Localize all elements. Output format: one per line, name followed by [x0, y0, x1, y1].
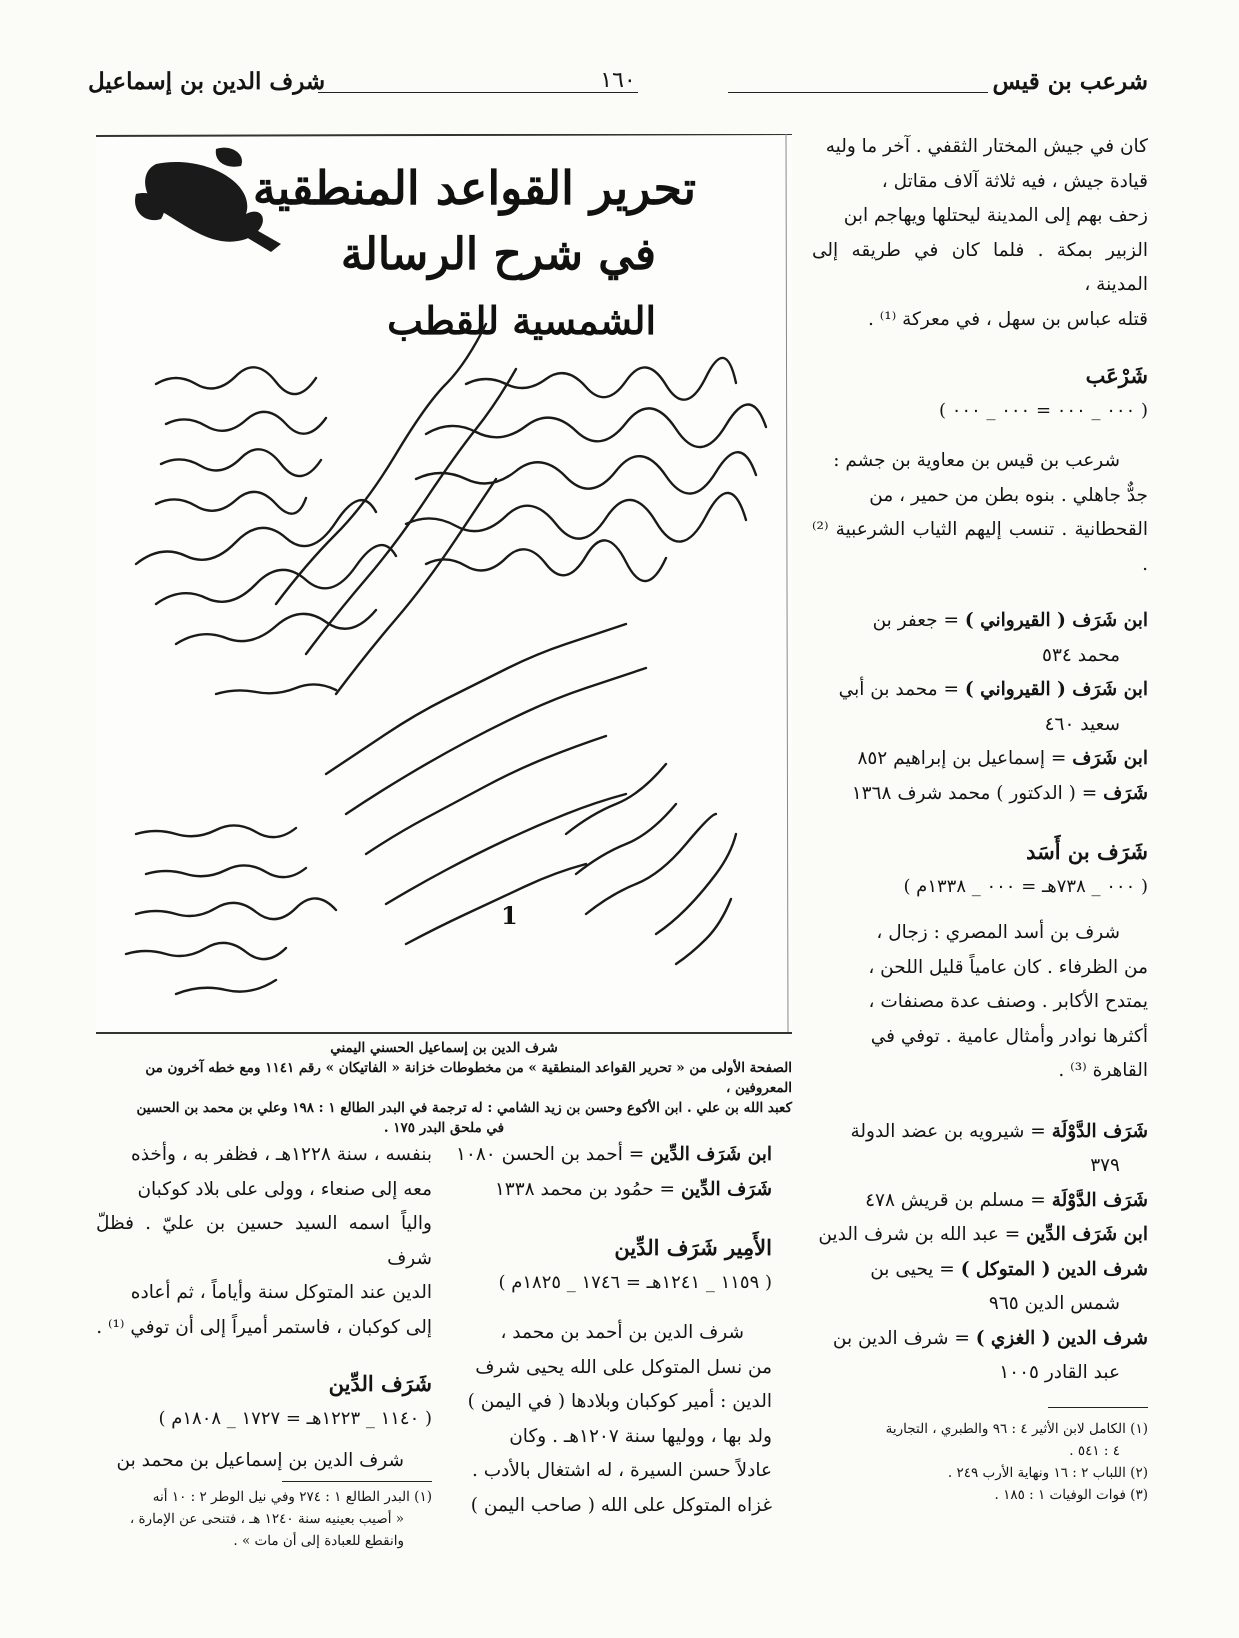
header-last-entry-title: شرف الدين بن إسماعيل [88, 68, 326, 95]
entry-dates: ( ١١٥٩ _ ١٢٤١هـ = ١٧٤٦ _ ١٨٢٥م ) [498, 1271, 772, 1293]
cross-ref [812, 604, 1148, 639]
body-line: عادلاً حسن السيرة ، له اشتغال بالأدب . [471, 1460, 772, 1481]
manuscript-page-marker: 1 [501, 901, 518, 930]
cross-ref-name: شَرَف [1103, 782, 1148, 804]
footnotes [812, 1418, 1148, 1506]
body-line: الدين : أمير كوكبان وبلادها ( في اليمن ) [467, 1391, 772, 1412]
cross-ref [812, 1218, 1148, 1253]
body-line: القحطانية . تنسب إليهم الثياب الشرعبية ⁽²⁾ . [812, 519, 1148, 575]
footnotes [96, 1486, 432, 1552]
cross-ref-target: = إسماعيل بن إبراهيم ٨٥٢ [857, 748, 1067, 769]
cross-ref [812, 1322, 1148, 1357]
cross-ref-name: ابن شَرَف الدِّين [650, 1144, 772, 1165]
manuscript-title-line2: في شرح الرسالة [340, 229, 656, 280]
entry-headword: شَرَف بن أَسَد [1026, 839, 1148, 864]
body-line: قتله عباس بن سهل ، في معركة ⁽¹⁾ . [867, 308, 1148, 330]
caption-line: كعبد الله بن علي . ابن الأكوع وحسن بن زيد الشامي : له ترجمة في البدر الطالع ١ : ١٩٨ وعلي بن محمد بن الحسين [136, 1100, 792, 1116]
body-line: أكثرها نوادر وأمثال عامية . توفي في [870, 1025, 1148, 1047]
cross-ref-cont: محمد ٥٣٤ [1042, 644, 1120, 666]
footnote: « أصيب بعينيه سنة ١٢٤٠ هـ ، فتنحى عن الإمارة ، [129, 1510, 404, 1527]
manuscript-title-line1: تحرير القواعد المنطقية [252, 161, 696, 215]
cross-ref-name: ابن شَرَف الدِّين [1026, 1224, 1148, 1245]
caption-line: في ملحق البدر ١٧٥ . [383, 1120, 505, 1136]
cross-ref-name: شرف الدين ( الغزي ) [975, 1327, 1148, 1349]
body-line: من نسل المتوكل على الله يحيى شرف [475, 1356, 772, 1378]
cross-ref-target: = ( الدكتور ) محمد شرف ١٣٦٨ [851, 782, 1098, 804]
body-line: معه إلى صنعاء ، وولى على بلاد كوكبان [137, 1178, 432, 1200]
body-line: من الظرفاء . كان عامياً قليل اللحن ، [868, 956, 1148, 978]
body-line: جدٌّ جاهلي . بنوه بطن من حمير ، من [869, 484, 1148, 506]
cross-ref-cont: شمس الدين ٩٦٥ [988, 1293, 1120, 1314]
manuscript-title-line3: الشمسية للقطب [387, 298, 656, 343]
entry-headword: شَرْعَب [1085, 363, 1148, 388]
body-line: كان في جيش المختار الثقفي . آخر ما وليه [825, 136, 1148, 157]
middle-column [452, 1138, 772, 1523]
footnote: ٤ : ٥٤١ . [1069, 1442, 1120, 1459]
page-number: ١٦٠ [600, 68, 636, 93]
cross-ref-target: = حمُود بن محمد ١٣٣٨ [494, 1178, 676, 1200]
cross-ref-target: = يحيى بن [870, 1258, 955, 1280]
cross-ref-target: = جعفر بن [872, 610, 959, 631]
cross-ref-target: = أحمد بن الحسن ١٠٨٠ [455, 1144, 645, 1165]
right-column [812, 130, 1148, 1506]
manuscript-image [96, 134, 792, 1034]
cross-ref [812, 1184, 1148, 1219]
body-line: إلى كوكبان ، فاستمر أميراً إلى أن توفي ⁽¹⁾ . [96, 1316, 432, 1338]
cross-ref-target: = عبد الله بن شرف الدين [818, 1224, 1021, 1245]
body-line: والياً اسمه السيد حسين بن عليّ . فظلّ شرف [96, 1213, 432, 1269]
cross-ref-target: = مسلم بن قريش ٤٧٨ [865, 1189, 1046, 1211]
body-line: بنفسه ، سنة ١٢٢٨هـ ، فظفر به ، وأخذه [131, 1144, 432, 1165]
body-line: الدين عند المتوكل سنة وأياماً ، ثم أعاده [130, 1282, 432, 1303]
cross-ref [452, 1173, 772, 1208]
footnote-rule [282, 1481, 432, 1482]
body-line: القاهرة ⁽³⁾ . [1058, 1060, 1148, 1081]
footnote: (١) الكامل لابن الأثير ٤ : ٩٦ والطبري ، التجارية [885, 1420, 1148, 1437]
entry-dates: ( ٠٠٠ _ ٧٣٨هـ = ٠٠٠ _ ١٣٣٨م ) [903, 875, 1148, 897]
cross-ref-name: ابن شَرَف ( القيرواني ) [964, 679, 1148, 700]
body-line: شرف بن أسد المصري : زجال ، [876, 922, 1120, 943]
body-line: غزاه المتوكل على الله ( صاحب اليمن ) [470, 1494, 772, 1516]
body-line: زحف بهم إلى المدينة ليحتلها ويهاجم ابن [843, 205, 1148, 226]
cross-ref [812, 673, 1148, 708]
body-line: قيادة جيش ، فيه ثلاثة آلاف مقاتل ، [881, 170, 1148, 192]
cross-ref-name: شَرَف الدَّوْلَة [1051, 1120, 1148, 1142]
body-line: ولد بها ، ووليها سنة ١٢٠٧هـ . وكان [509, 1425, 772, 1447]
running-header [88, 68, 1148, 108]
cross-ref-target: = شرف الدين بن [832, 1327, 970, 1349]
manuscript-drawing [96, 134, 792, 1032]
cross-ref-target: = محمد بن أبي [838, 679, 959, 700]
entry-dates: ( ٠٠٠ _ ٠٠٠ = ٠٠٠ _ ٠٠٠ ) [939, 399, 1148, 421]
footnote: (١) البدر الطالع ١ : ٢٧٤ وفي نيل الوطر ٢ : ١٠ أنه [152, 1488, 432, 1505]
body-line: شرف الدين بن أحمد بن محمد ، [500, 1322, 744, 1343]
body-line: يمتدح الأكابر . وصنف عدة مصنفات ، [868, 991, 1148, 1012]
footnote: (٢) اللباب ٢ : ١٦ ونهاية الأرب ٢٤٩ . [947, 1464, 1148, 1481]
cross-ref-name: ابن شَرَف [1072, 748, 1148, 769]
caption-title: شرف الدين بن إسماعيل الحسني اليمني [330, 1040, 558, 1056]
cross-ref [452, 1138, 772, 1173]
body-line: شرف الدين بن إسماعيل بن محمد بن [116, 1450, 404, 1471]
entry-headword: الأَمِير شَرَف الدِّين [614, 1235, 772, 1260]
caption-line: الصفحة الأولى من « تحرير القواعد المنطقية » من مخطوطات خزانة « الفاتيكان » رقم ١١٤١ ومع خطه آخرون من المعروفين ، [145, 1060, 792, 1096]
cross-ref-name: ابن شَرَف ( القيرواني ) [964, 610, 1148, 631]
cross-ref [812, 777, 1148, 812]
cross-ref-name: شرف الدين ( المتوكل ) [960, 1258, 1148, 1280]
cross-ref [812, 1115, 1148, 1150]
cross-ref [812, 1253, 1148, 1288]
entry-headword: شَرَف الدِّين [328, 1371, 432, 1396]
cross-ref-cont: عبد القادر ١٠٠٥ [999, 1362, 1120, 1383]
footnote-rule [1048, 1407, 1148, 1408]
footnote: وانقطع للعبادة إلى أن مات » . [233, 1532, 404, 1549]
left-column [96, 1138, 432, 1552]
cross-ref [812, 742, 1148, 777]
cross-ref-name: شَرَف الدَّوْلَة [1051, 1189, 1148, 1211]
cross-ref-name: شَرَف الدِّين [680, 1178, 772, 1200]
entry-dates: ( ١١٤٠ _ ١٢٢٣هـ = ١٧٢٧ _ ١٨٠٨م ) [158, 1407, 432, 1429]
cross-ref-target: = شيرويه بن عضد الدولة [850, 1120, 1046, 1142]
cross-ref-cont: سعيد ٤٦٠ [1044, 713, 1120, 735]
cross-ref-cont: ٣٧٩ [1090, 1155, 1120, 1176]
body-line: شرعب بن قيس بن معاوية بن جشم : [833, 450, 1120, 471]
body-line: الزبير بمكة . فلما كان في طريقه إلى المدينة ، [812, 239, 1148, 295]
header-entry-title: شرعب بن قيس [992, 68, 1148, 95]
footnote: (٣) فوات الوفيات ١ : ١٨٥ . [994, 1486, 1148, 1503]
figure-caption [96, 1038, 792, 1138]
